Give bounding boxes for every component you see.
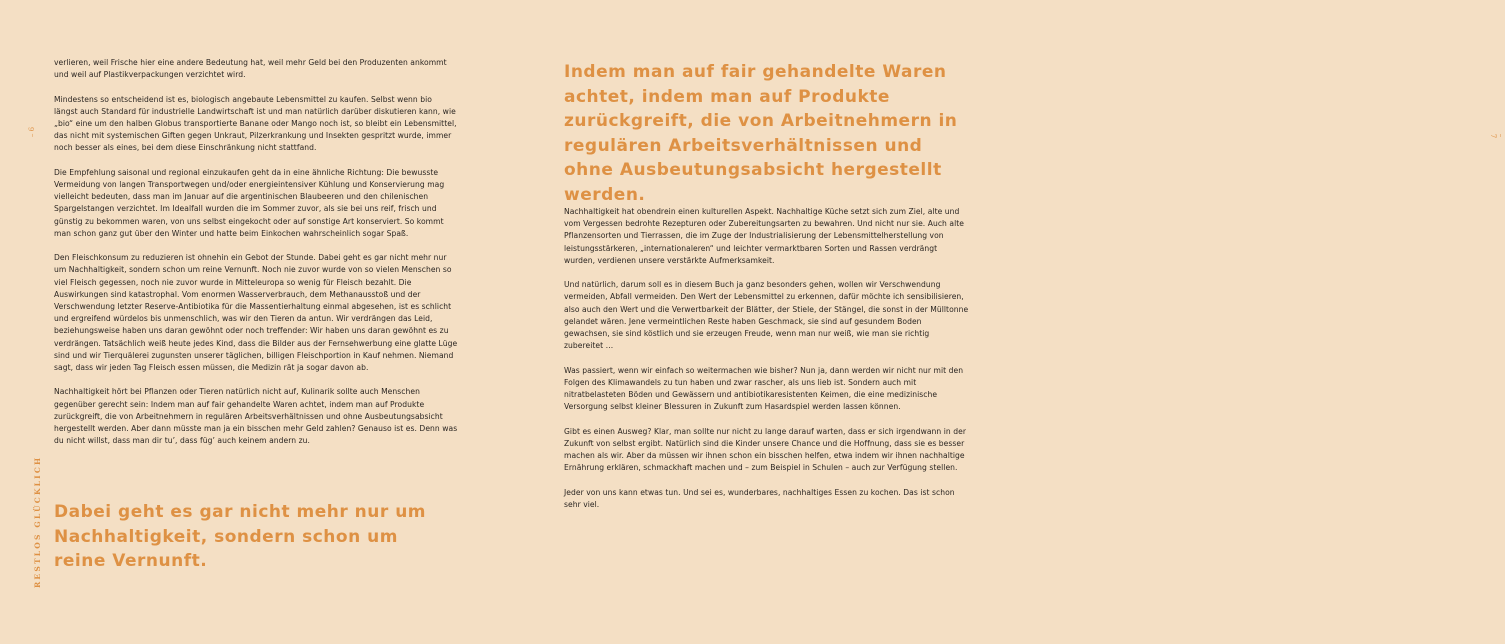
- paragraph: Die Empfehlung saisonal und regional einzukaufen geht da in eine ähnliche Richtung: Die bewusste Vermeidung von langen Transportwegen und/oder energieintensiver Kühlung und Konservierung mag vielleicht bedeuten, dass man im Januar auf die argentinischen Blaubeeren und den chilenischen Spargelstangen verzichtet. Im Idealfall wurden die im Sommer zuvor, als sie bei uns reif, frisch und günstig zu bekommen waren, von uns selbst eingekocht oder auf sonstige Art konserviert. So kommt man schon ganz gut über den Winter und hatte beim Einkochen wahrscheinlich sogar Spaß.: [54, 167, 445, 238]
- pull-quote-left: Dabei geht es gar nicht mehr nur um Nachhaltigkeit, sondern schon um reine Vernunft.: [54, 502, 427, 571]
- left-page: [0, 0, 510, 644]
- paragraph: Den Fleischkonsum zu reduzieren ist ohnehin ein Gebot der Stunde. Dabei geht es gar nicht mehr nur um Nachhaltigkeit, sondern schon um reine Vernunft. Noch nie zuvor wurde von so vielen Menschen so viel Fleisch gegessen, noch nie zuvor wurde in Mitteleuropa so wenig für Fleisch bezahlt. Die Auswirkungen sind katastrophal. Vom enormen Wasserverbrauch, dem Methanausstoß und der Verschwendung letzter Reserve-Antibiotika für die Massentierhaltung einmal abgesehen, ist es schlicht und ergreifend würdelos bis unmenschlich, was wir den Tieren da antun. Wir verdrängen das Leid, beziehungsweise haben uns daran gewöhnt oder noch treffender: Wir haben uns daran gewöhnt es zu verdrängen. Tatsächlich weiß heute jedes Kind, dass die Bilder aus der Fernsehwerbung eine glatte Lüge sind und wir Tierquälerei zugunsten unserer täglichen, billigen Fleischportion in Kauf nehmen. Niemand sagt, dass wir jeden Tag Fleisch essen müssen, die Medizin rät ja sogar davon ab.: [54, 253, 458, 373]
- paragraph: Und natürlich, darum soll es in diesem Buch ja ganz besonders gehen, wollen wir Verschwendung vermeiden, Abfall vermeiden. Den Wert der Lebensmittel zu erkennen, dafür möchte ich sensibilisieren, also auch den Wert und die Verwertbarkeit der Blätter, der Stiele, der Stängel, die sonst in der Mülltonne gelandet wären. Jene vermeintlichen Reste haben Geschmack, sie sind auf gesundem Boden gewachsen, sie sind köstlich und sie erzeugen Freude, wenn man nur weiß, wie man sie richtig zubereitet …: [564, 280, 969, 351]
- paragraph: Was passiert, wenn wir einfach so weitermachen wie bisher? Nun ja, dann werden wir nicht nur mit den Folgen des Klimawandels zu tun haben und zwar rascher, als uns lieb ist. Sondern auch mit nitratbelasteten Böden und Gewässern und antibiotikaresistenten Keimen, die eine medizinische Versorgung selbst kleiner Blessuren in Zukunft zum Hasardspiel werden lassen können.: [564, 365, 964, 412]
- page-number-left: – 6: [28, 126, 37, 138]
- paragraph: Mindestens so entscheidend ist es, biologisch angebaute Lebensmittel zu kaufen. Selbst wenn bio längst auch Standard für industrielle Landwirtschaft ist und man natürlich darüber diskutieren kann, wie „bio“ eine um den halben Globus transportierte Banane oder Mango noch ist, so bleibt ein Lebensmittel, das nicht mit systemischen Giften gegen Unkraut, Pilzerkrankung und Insekten gespritzt wurde, immer noch besser als eines, bei dem diese Einschränkung nicht stattfand.: [54, 94, 457, 153]
- left-body-text: [54, 57, 458, 460]
- running-head: RESTLOS GLÜCKLICH: [33, 455, 42, 588]
- paragraph: Nachhaltigkeit hat obendrein einen kulturellen Aspekt. Nachhaltige Küche setzt sich zum Ziel, alte und vom Vergessen bedrohte Rezepturen oder Zubereitungsarten zu bewahren. Und nicht nur sie. Auch alte Pflanzensorten und Tierrassen, die im Zuge der Industrialisierung der Lebensmittelherstellung von leistungsstärkeren, „internationaleren“ und leichter vermarktbaren Sorten und Rassen verdrängt wurden, verdienen unsere verstärkte Aufmerksamkeit.: [564, 207, 964, 265]
- paragraph: Gibt es einen Ausweg? Klar, man sollte nur nicht zu lange darauf warten, dass er sich irgendwann in der Zukunft von selbst ergibt. Natürlich sind die Kinder unsere Chance und die Hoffnung, dass sie es besser machen als wir. Aber da müssen wir ihnen schon ein bisschen helfen, etwa indem wir ihnen nachhaltige Ernährung erklären, schmackhaft machen und – zum Beispiel in Schulen – auch zur Verfügung stellen.: [564, 426, 966, 473]
- page-number-right: – 7: [1489, 133, 1505, 139]
- pull-quote-right: Indem man auf fair gehandelte Waren achtet, indem man auf Produkte zurückgreift, die von Arbeitnehmern in regulären Arbeitsverhältnissen und ohne Ausbeutungsabsicht hergestellt werden.: [564, 62, 958, 205]
- right-body-text: [564, 206, 969, 523]
- paragraph: Jeder von uns kann etwas tun. Und sei es, wunderbares, nachhaltiges Essen zu kochen. Das ist schon sehr viel.: [564, 487, 955, 509]
- right-page: [510, 0, 1505, 644]
- paragraph: verlieren, weil Frische hier eine andere Bedeutung hat, weil mehr Geld bei den Produzenten ankommt und weil auf Plastikverpackungen verzichtet wird.: [54, 58, 447, 80]
- paragraph: Nachhaltigkeit hört bei Pflanzen oder Tieren natürlich nicht auf, Kulinarik sollte auch Menschen gegenüber gerecht sein: Indem man auf fair gehandelte Waren achtet, indem man auf Produkte zurückgreift, die von Arbeitnehmern in regulären Arbeitsverhältnissen und ohne Ausbeutungsabsicht hergestellt werden. Aber dann müsste man ja ein bisschen mehr Geld zahlen? Genauso ist es. Denn was du nicht willst, dass man dir tu’, dass füg’ auch keinem andern zu.: [54, 387, 458, 446]
